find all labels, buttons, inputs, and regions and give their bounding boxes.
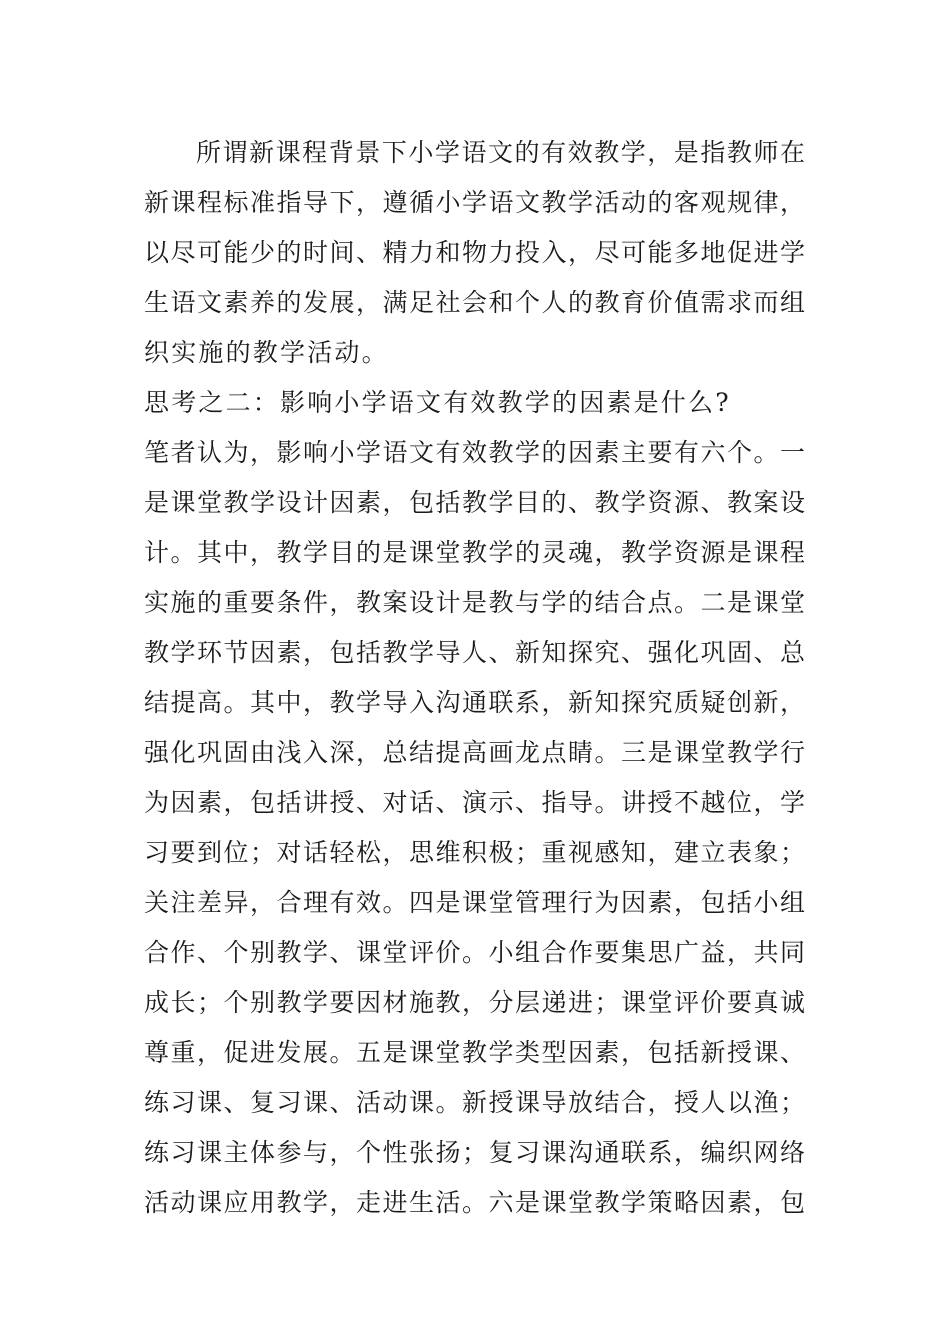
- paragraph-line: 是课堂教学设计因素，包括教学目的、教学资源、教案设: [144, 488, 806, 517]
- paragraph-line: 以尽可能少的时间、精力和物力投入，尽可能多地促进学: [144, 238, 806, 267]
- paragraph-line: 实施的重要条件，教案设计是教与学的结合点。二是课堂: [144, 588, 806, 617]
- paragraph-line: 织实施的教学活动。: [144, 338, 389, 367]
- paragraph-line: 结提高。其中，教学导入沟通联系，新知探究质疑创新，: [144, 688, 806, 717]
- paragraph-line: 生语文素养的发展，满足社会和个人的教育价值需求而组: [144, 288, 806, 317]
- paragraph-line: 活动课应用教学，走进生活。六是课堂教学策略因素，包: [144, 1188, 806, 1217]
- paragraph-line: 计。其中，教学目的是课堂教学的灵魂，教学资源是课程: [144, 538, 806, 567]
- paragraph-line: 成长；个别教学要因材施教，分层递进；课堂评价要真诚: [144, 988, 806, 1017]
- paragraph-line: 尊重，促进发展。五是课堂教学类型因素，包括新授课、: [144, 1038, 806, 1067]
- paragraph-line: 练习课、复习课、活动课。新授课导放结合，授人以渔；: [144, 1088, 806, 1117]
- paragraph-line: 所谓新课程背景下小学语文的有效教学，是指教师在: [196, 138, 806, 167]
- paragraph-line: 关注差异，合理有效。四是课堂管理行为因素，包括小组: [144, 888, 806, 917]
- paragraph-line: 强化巩固由浅入深，总结提高画龙点睛。三是课堂教学行: [144, 738, 806, 767]
- paragraph-line: 习要到位；对话轻松，思维积极；重视感知，建立表象；: [144, 838, 806, 867]
- paragraph-line: 练习课主体参与，个性张扬；复习课沟通联系，编织网络: [144, 1138, 806, 1167]
- paragraph-line: 新课程标准指导下，遵循小学语文教学活动的客观规律，: [144, 188, 806, 217]
- paragraph-line: 为因素，包括讲授、对话、演示、指导。讲授不越位，学: [144, 788, 806, 817]
- paragraph-line: 合作、个别教学、课堂评价。小组合作要集思广益，共同: [144, 938, 806, 967]
- section-heading: 思考之二：影响小学语文有效教学的因素是什么?: [144, 388, 731, 417]
- paragraph-line: 教学环节因素，包括教学导人、新知探究、强化巩固、总: [144, 638, 806, 667]
- paragraph-line: 笔者认为，影响小学语文有效教学的因素主要有六个。一: [144, 438, 806, 467]
